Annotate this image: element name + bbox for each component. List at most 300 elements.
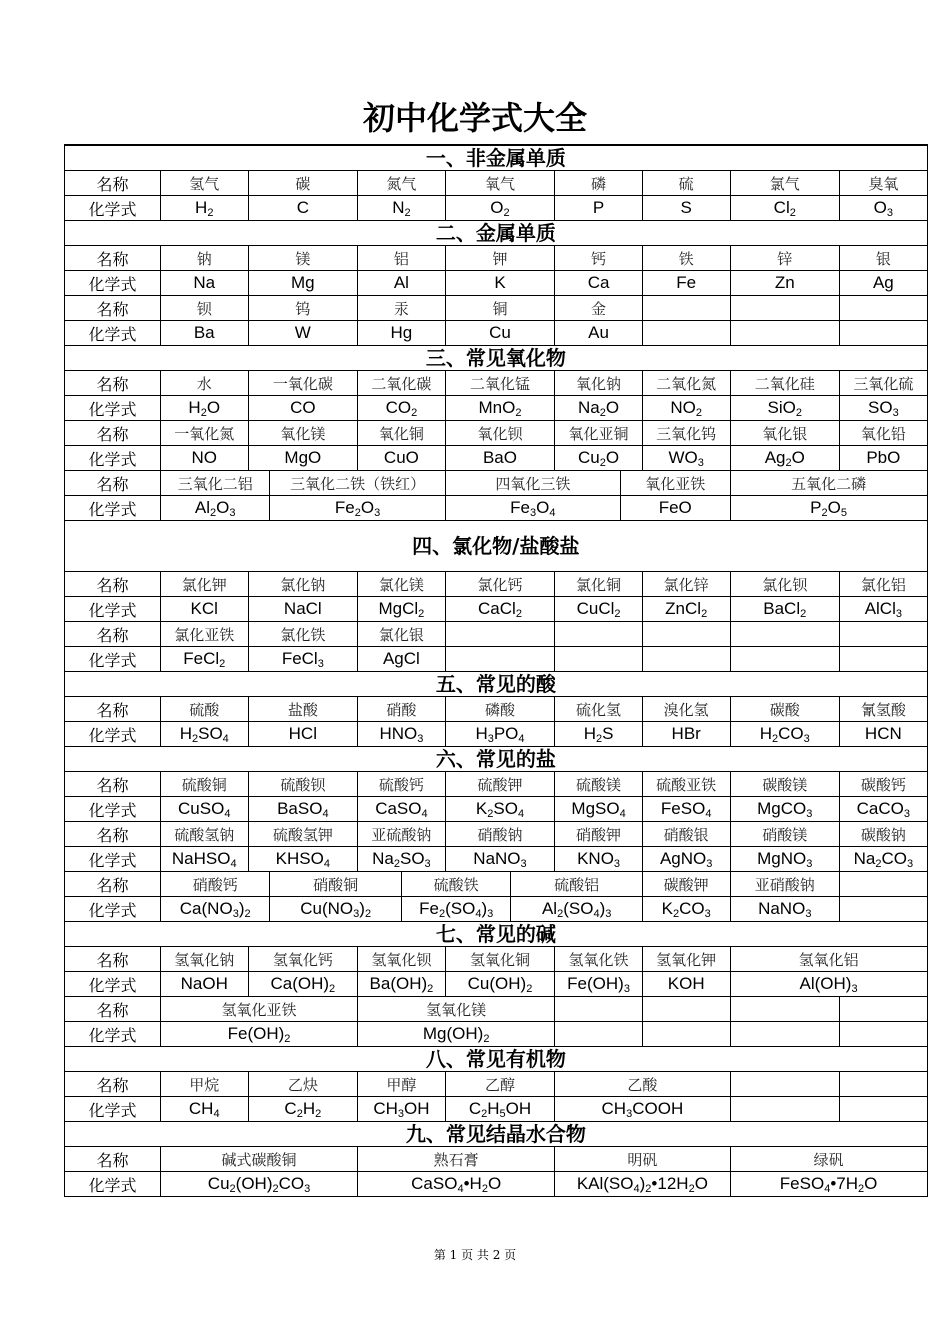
formula-cell: C xyxy=(248,196,358,221)
formula-cell: $Cu_2(OH)_2CO_3$ xyxy=(160,1172,357,1197)
formula-cell: $K_2CO_3$ xyxy=(642,897,730,922)
compound-name-cell: 硫酸氢钾 xyxy=(248,822,358,847)
formula-cell: $Na_2SO_3$ xyxy=(358,847,446,872)
compound-name-cell: 甲醇 xyxy=(358,1072,446,1097)
compound-name-cell: 硫酸氢钠 xyxy=(160,822,248,847)
row-label-formula: 化学式 xyxy=(65,722,161,747)
formula-cell: $N_2$ xyxy=(358,196,446,221)
formula-cell: $H_2CO_3$ xyxy=(730,722,840,747)
formula-cell: Na xyxy=(160,271,248,296)
formula-row xyxy=(65,196,928,221)
name-row xyxy=(65,997,928,1022)
formula-row xyxy=(65,722,928,747)
formula-cell: $SO_3$ xyxy=(840,396,928,421)
formula-cell: CuO xyxy=(358,446,446,471)
formula-cell: HCl xyxy=(248,722,358,747)
compound-name-cell: 汞 xyxy=(358,296,446,321)
row-label-name: 名称 xyxy=(65,1072,161,1097)
formula-cell: $H_2$ xyxy=(160,196,248,221)
compound-name-cell: 氯化钠 xyxy=(248,572,358,597)
row-label-name: 名称 xyxy=(65,421,161,446)
compound-name-cell: 二氧化硅 xyxy=(730,371,840,396)
formula-cell: W xyxy=(248,321,358,346)
formula-cell: Ba xyxy=(160,321,248,346)
formula-cell: K xyxy=(445,271,555,296)
compound-name-cell: 氧化银 xyxy=(730,421,840,446)
compound-name-cell: 乙炔 xyxy=(248,1072,358,1097)
formula-cell: MgCO$_3$ xyxy=(730,797,840,822)
compound-name-cell: 氯化钙 xyxy=(445,572,555,597)
formula-cell: MgCl$_2$ xyxy=(358,597,446,622)
formula-cell xyxy=(730,1022,840,1047)
compound-name-cell: 熟石膏 xyxy=(358,1147,555,1172)
section-heading: 五、常见的酸 xyxy=(65,672,928,697)
compound-name-cell: 三氧化二铁（铁红） xyxy=(270,471,445,496)
formula-cell: CaSO$_4$ xyxy=(358,797,446,822)
formula-row xyxy=(65,847,928,872)
formula-cell: $Fe(OH)_2$ xyxy=(160,1022,357,1047)
formula-cell: KCl xyxy=(160,597,248,622)
compound-name-cell: 三氧化二铝 xyxy=(160,471,270,496)
formula-cell: $C_2H_5OH$ xyxy=(445,1097,555,1122)
formula-cell: CaCl$_2$ xyxy=(445,597,555,622)
compound-name-cell: 硝酸 xyxy=(358,697,446,722)
section-heading: 九、常见结晶水合物 xyxy=(65,1122,928,1147)
formula-cell: $NO_2$ xyxy=(642,396,730,421)
row-label-formula: 化学式 xyxy=(65,496,161,521)
compound-name-cell: 硫酸镁 xyxy=(555,772,643,797)
section-heading: 四、氯化物/盐酸盐 xyxy=(65,521,928,572)
formula-cell: $H_3PO_4$ xyxy=(445,722,555,747)
section-heading: 八、常见有机物 xyxy=(65,1047,928,1072)
compound-name-cell: 硫酸亚铁 xyxy=(642,772,730,797)
row-label-name: 名称 xyxy=(65,822,161,847)
formula-cell: $Fe_2O_3$ xyxy=(270,496,445,521)
compound-name-cell: 四氧化三铁 xyxy=(445,471,620,496)
compound-name-cell xyxy=(730,1072,840,1097)
formula-cell xyxy=(445,647,555,672)
formula-row xyxy=(65,446,928,471)
compound-name-cell: 氯化铜 xyxy=(555,572,643,597)
row-label-name: 名称 xyxy=(65,622,161,647)
compound-name-cell: 碳酸钾 xyxy=(642,872,730,897)
formula-cell: MnO$_2$ xyxy=(445,396,555,421)
formula-cell: Ag xyxy=(840,271,928,296)
compound-name-cell: 铜 xyxy=(445,296,555,321)
compound-name-cell: 碳酸钙 xyxy=(840,772,928,797)
compound-name-cell: 硝酸镁 xyxy=(730,822,840,847)
formula-cell: Mg xyxy=(248,271,358,296)
compound-name-cell: 硝酸银 xyxy=(642,822,730,847)
formula-cell: $Cl_2$ xyxy=(730,196,840,221)
formula-cell: $O_3$ xyxy=(840,196,928,221)
section-heading: 二、金属单质 xyxy=(65,221,928,246)
formula-cell xyxy=(840,1097,928,1122)
formula-cell: FeO xyxy=(620,496,730,521)
row-label-name: 名称 xyxy=(65,772,161,797)
formula-cell: BaCl$_2$ xyxy=(730,597,840,622)
formula-cell: $H_2S$ xyxy=(555,722,643,747)
row-label-formula: 化学式 xyxy=(65,797,161,822)
compound-name-cell: 钾 xyxy=(445,246,555,271)
formula-cell: BaO xyxy=(445,446,555,471)
compound-name-cell: 硫 xyxy=(642,171,730,196)
compound-name-cell: 硫酸钡 xyxy=(248,772,358,797)
formula-cell xyxy=(555,1022,643,1047)
formula-cell xyxy=(642,321,730,346)
compound-name-cell: 一氧化氮 xyxy=(160,421,248,446)
formula-cell: NaOH xyxy=(160,972,248,997)
compound-name-cell: 亚硫酸钠 xyxy=(358,822,446,847)
formula-cell: $P_2O_5$ xyxy=(730,496,927,521)
formula-cell: Cu xyxy=(445,321,555,346)
formula-cell: Au xyxy=(555,321,643,346)
compound-name-cell: 硫酸钙 xyxy=(358,772,446,797)
formula-cell xyxy=(642,1022,730,1047)
formula-cell: NaHSO$_4$ xyxy=(160,847,248,872)
compound-name-cell: 氧化铜 xyxy=(358,421,446,446)
compound-name-cell xyxy=(642,622,730,647)
compound-name-cell: 锌 xyxy=(730,246,840,271)
formula-cell: $Ba(OH)_2$ xyxy=(358,972,446,997)
formula-row xyxy=(65,271,928,296)
compound-name-cell: 磷酸 xyxy=(445,697,555,722)
compound-name-cell: 氮气 xyxy=(358,171,446,196)
name-row xyxy=(65,1072,928,1097)
compound-name-cell: 氧化铅 xyxy=(840,421,928,446)
compound-name-cell xyxy=(555,622,643,647)
name-row xyxy=(65,471,928,496)
compound-name-cell xyxy=(840,872,928,897)
formula-cell: NaNO$_3$ xyxy=(445,847,555,872)
formula-cell: $Na_2O$ xyxy=(555,396,643,421)
compound-name-cell: 甲烷 xyxy=(160,1072,248,1097)
formula-cell: $Fe_3O_4$ xyxy=(445,496,620,521)
formula-cell: $CH_3COOH$ xyxy=(555,1097,730,1122)
formula-row xyxy=(65,1022,928,1047)
row-label-name: 名称 xyxy=(65,947,161,972)
formula-cell: FeCl$_3$ xyxy=(248,647,358,672)
row-label-formula: 化学式 xyxy=(65,396,161,421)
section-heading: 六、常见的盐 xyxy=(65,747,928,772)
compound-name-cell: 氧化钡 xyxy=(445,421,555,446)
compound-name-cell: 氧气 xyxy=(445,171,555,196)
compound-name-cell: 氢氧化钾 xyxy=(642,947,730,972)
formula-cell xyxy=(840,647,928,672)
formula-cell: CuSO$_4$ xyxy=(160,797,248,822)
name-row xyxy=(65,622,928,647)
compound-name-cell xyxy=(840,997,928,1022)
formula-cell: $Ca(NO_3)_2$ xyxy=(160,897,270,922)
compound-name-cell: 硝酸铜 xyxy=(270,872,401,897)
row-label-formula: 化学式 xyxy=(65,446,161,471)
compound-name-cell: 氯化亚铁 xyxy=(160,622,248,647)
formula-cell: FeSO$_4$ xyxy=(642,797,730,822)
compound-name-cell: 金 xyxy=(555,296,643,321)
compound-name-cell: 镁 xyxy=(248,246,358,271)
row-label-formula: 化学式 xyxy=(65,1022,161,1047)
compound-name-cell: 氢氧化铁 xyxy=(555,947,643,972)
row-label-formula: 化学式 xyxy=(65,847,161,872)
compound-name-cell: 绿矾 xyxy=(730,1147,927,1172)
formula-cell: HCN xyxy=(840,722,928,747)
formula-cell: CaCO$_3$ xyxy=(840,797,928,822)
formula-cell: Zn xyxy=(730,271,840,296)
compound-name-cell: 硫化氢 xyxy=(555,697,643,722)
compound-name-cell: 水 xyxy=(160,371,248,396)
compound-name-cell: 氯化镁 xyxy=(358,572,446,597)
compound-name-cell xyxy=(840,622,928,647)
formula-cell: AgNO$_3$ xyxy=(642,847,730,872)
row-label-name: 名称 xyxy=(65,171,161,196)
compound-name-cell: 氯化铝 xyxy=(840,572,928,597)
compound-name-cell: 硫酸钾 xyxy=(445,772,555,797)
formula-cell: $C_2H_2$ xyxy=(248,1097,358,1122)
name-row xyxy=(65,572,928,597)
formula-cell: $Al(OH)_3$ xyxy=(730,972,927,997)
compound-name-cell: 氯化锌 xyxy=(642,572,730,597)
row-label-name: 名称 xyxy=(65,997,161,1022)
formula-cell: MgNO$_3$ xyxy=(730,847,840,872)
formula-cell: $Mg(OH)_2$ xyxy=(358,1022,555,1047)
compound-name-cell: 磷 xyxy=(555,171,643,196)
formula-cell: $Cu_2O$ xyxy=(555,446,643,471)
compound-name-cell: 硫酸铁 xyxy=(401,872,511,897)
compound-name-cell xyxy=(445,622,555,647)
compound-name-cell: 氧化亚铁 xyxy=(620,471,730,496)
formula-cell xyxy=(555,647,643,672)
formula-row xyxy=(65,321,928,346)
formula-cell: Ca xyxy=(555,271,643,296)
compound-name-cell xyxy=(840,1072,928,1097)
compound-name-cell xyxy=(730,296,840,321)
formula-row xyxy=(65,797,928,822)
compound-name-cell: 氢氧化钡 xyxy=(358,947,446,972)
compound-name-cell xyxy=(555,997,643,1022)
page-footer: 第 1 页 共 2 页 xyxy=(433,1248,517,1262)
row-label-formula: 化学式 xyxy=(65,647,161,672)
row-label-name: 名称 xyxy=(65,872,161,897)
compound-name-cell: 钡 xyxy=(160,296,248,321)
formula-cell: SiO$_2$ xyxy=(730,396,840,421)
row-label-name: 名称 xyxy=(65,697,161,722)
compound-name-cell: 二氧化锰 xyxy=(445,371,555,396)
row-label-formula: 化学式 xyxy=(65,1097,161,1122)
compound-name-cell xyxy=(642,296,730,321)
formula-cell: Al xyxy=(358,271,446,296)
formula-cell: CO xyxy=(248,396,358,421)
formula-cell xyxy=(840,1022,928,1047)
compound-name-cell xyxy=(730,622,840,647)
compound-name-cell: 硫酸铝 xyxy=(511,872,642,897)
compound-name-cell: 硝酸钙 xyxy=(160,872,270,897)
formula-cell xyxy=(730,1097,840,1122)
compound-name-cell: 硫酸 xyxy=(160,697,248,722)
compound-name-cell: 氢氧化镁 xyxy=(358,997,555,1022)
formula-cell: $Cu(OH)_2$ xyxy=(445,972,555,997)
formula-cell: $WO_3$ xyxy=(642,446,730,471)
formula-cell: $KNO_3$ xyxy=(555,847,643,872)
name-row xyxy=(65,371,928,396)
formula-cell xyxy=(840,897,928,922)
row-label-formula: 化学式 xyxy=(65,271,161,296)
formula-cell: MgO xyxy=(248,446,358,471)
formula-cell: Hg xyxy=(358,321,446,346)
formula-cell: $K_2SO_4$ xyxy=(445,797,555,822)
formula-cell xyxy=(730,647,840,672)
row-label-name: 名称 xyxy=(65,471,161,496)
compound-name-cell: 碳酸 xyxy=(730,697,840,722)
compound-name-cell: 氢气 xyxy=(160,171,248,196)
compound-name-cell: 氧化亚铜 xyxy=(555,421,643,446)
formula-cell: $HNO_3$ xyxy=(358,722,446,747)
name-row xyxy=(65,296,928,321)
row-label-formula: 化学式 xyxy=(65,972,161,997)
formula-row xyxy=(65,1172,928,1197)
compound-name-cell: 乙酸 xyxy=(555,1072,730,1097)
formula-row xyxy=(65,972,928,997)
formula-row xyxy=(65,1097,928,1122)
row-label-name: 名称 xyxy=(65,246,161,271)
compound-name-cell: 乙醇 xyxy=(445,1072,555,1097)
compound-name-cell: 三氧化硫 xyxy=(840,371,928,396)
row-label-name: 名称 xyxy=(65,1147,161,1172)
formula-table xyxy=(64,144,928,1197)
compound-name-cell: 二氧化氮 xyxy=(642,371,730,396)
compound-name-cell: 二氧化碳 xyxy=(358,371,446,396)
section-heading: 三、常见氧化物 xyxy=(65,346,928,371)
row-label-name: 名称 xyxy=(65,296,161,321)
formula-cell: P xyxy=(555,196,643,221)
formula-cell: $Al_2(SO_4)_3$ xyxy=(511,897,642,922)
compound-name-cell: 五氧化二磷 xyxy=(730,471,927,496)
formula-row xyxy=(65,897,928,922)
compound-name-cell: 氢氧化钠 xyxy=(160,947,248,972)
formula-cell: ZnCl$_2$ xyxy=(642,597,730,622)
compound-name-cell: 氯化银 xyxy=(358,622,446,647)
compound-name-cell: 硝酸钾 xyxy=(555,822,643,847)
formula-cell: $Fe(OH)_3$ xyxy=(555,972,643,997)
compound-name-cell: 盐酸 xyxy=(248,697,358,722)
compound-name-cell: 氰氢酸 xyxy=(840,697,928,722)
compound-name-cell: 钠 xyxy=(160,246,248,271)
compound-name-cell: 氯气 xyxy=(730,171,840,196)
compound-name-cell: 硫酸铜 xyxy=(160,772,248,797)
name-row xyxy=(65,772,928,797)
name-row xyxy=(65,947,928,972)
compound-name-cell: 钙 xyxy=(555,246,643,271)
compound-name-cell: 碳酸钠 xyxy=(840,822,928,847)
formula-row xyxy=(65,597,928,622)
row-label-formula: 化学式 xyxy=(65,321,161,346)
formula-cell: S xyxy=(642,196,730,221)
formula-cell: $H_2SO_4$ xyxy=(160,722,248,747)
formula-cell: $H_2O$ xyxy=(160,396,248,421)
formula-cell: $FeSO_4•7H_2O$ xyxy=(730,1172,927,1197)
compound-name-cell: 明矾 xyxy=(555,1147,730,1172)
compound-name-cell xyxy=(840,296,928,321)
name-row xyxy=(65,246,928,271)
name-row xyxy=(65,872,928,897)
formula-cell: PbO xyxy=(840,446,928,471)
formula-row xyxy=(65,496,928,521)
formula-cell xyxy=(840,321,928,346)
formula-cell: $Cu(NO_3)_2$ xyxy=(270,897,401,922)
compound-name-cell: 氢氧化铜 xyxy=(445,947,555,972)
formula-cell xyxy=(642,647,730,672)
compound-name-cell: 铝 xyxy=(358,246,446,271)
compound-name-cell: 三氧化钨 xyxy=(642,421,730,446)
compound-name-cell: 碳 xyxy=(248,171,358,196)
compound-name-cell xyxy=(730,997,840,1022)
formula-cell: AgCl xyxy=(358,647,446,672)
compound-name-cell: 碳酸镁 xyxy=(730,772,840,797)
row-label-name: 名称 xyxy=(65,371,161,396)
row-label-formula: 化学式 xyxy=(65,597,161,622)
formula-cell: $Na_2CO_3$ xyxy=(840,847,928,872)
compound-name-cell: 氯化钡 xyxy=(730,572,840,597)
name-row xyxy=(65,421,928,446)
row-label-formula: 化学式 xyxy=(65,1172,161,1197)
compound-name-cell: 氢氧化铝 xyxy=(730,947,927,972)
compound-name-cell: 铁 xyxy=(642,246,730,271)
formula-cell: $KAl(SO_4)_2•12H_2O$ xyxy=(555,1172,730,1197)
formula-row xyxy=(65,396,928,421)
formula-cell: $KHSO_4$ xyxy=(248,847,358,872)
compound-name-cell: 一氧化碳 xyxy=(248,371,358,396)
page-title: 初中化学式大全 xyxy=(362,99,587,137)
formula-cell: $O_2$ xyxy=(445,196,555,221)
compound-name-cell: 亚硝酸钠 xyxy=(730,872,840,897)
compound-name-cell: 氯化钾 xyxy=(160,572,248,597)
compound-name-cell: 溴化氢 xyxy=(642,697,730,722)
formula-cell: $CaSO_4•H_2O$ xyxy=(358,1172,555,1197)
section-heading: 一、非金属单质 xyxy=(65,146,928,171)
formula-cell: $Ag_2O$ xyxy=(730,446,840,471)
row-label-name: 名称 xyxy=(65,572,161,597)
formula-cell: BaSO$_4$ xyxy=(248,797,358,822)
formula-cell xyxy=(730,321,840,346)
formula-cell: NaCl xyxy=(248,597,358,622)
formula-cell: MgSO$_4$ xyxy=(555,797,643,822)
name-row xyxy=(65,697,928,722)
compound-name-cell: 氧化镁 xyxy=(248,421,358,446)
formula-cell: KOH xyxy=(642,972,730,997)
formula-cell: $Al_2O_3$ xyxy=(160,496,270,521)
compound-name-cell: 氧化钠 xyxy=(555,371,643,396)
compound-name-cell xyxy=(642,997,730,1022)
formula-cell: AlCl$_3$ xyxy=(840,597,928,622)
formula-cell: $CH_4$ xyxy=(160,1097,248,1122)
formula-cell: NO xyxy=(160,446,248,471)
formula-cell: NaNO$_3$ xyxy=(730,897,840,922)
formula-cell: CuCl$_2$ xyxy=(555,597,643,622)
compound-name-cell: 臭氧 xyxy=(840,171,928,196)
formula-row xyxy=(65,647,928,672)
formula-cell: $CO_2$ xyxy=(358,396,446,421)
name-row xyxy=(65,171,928,196)
section-heading: 七、常见的碱 xyxy=(65,922,928,947)
formula-cell: Fe xyxy=(642,271,730,296)
formula-cell: $CH_3OH$ xyxy=(358,1097,446,1122)
formula-cell: $Ca(OH)_2$ xyxy=(248,972,358,997)
name-row xyxy=(65,822,928,847)
compound-name-cell: 氯化铁 xyxy=(248,622,358,647)
name-row xyxy=(65,1147,928,1172)
formula-cell: $Fe_2(SO_4)_3$ xyxy=(401,897,511,922)
compound-name-cell: 钨 xyxy=(248,296,358,321)
compound-name-cell: 氢氧化亚铁 xyxy=(160,997,357,1022)
